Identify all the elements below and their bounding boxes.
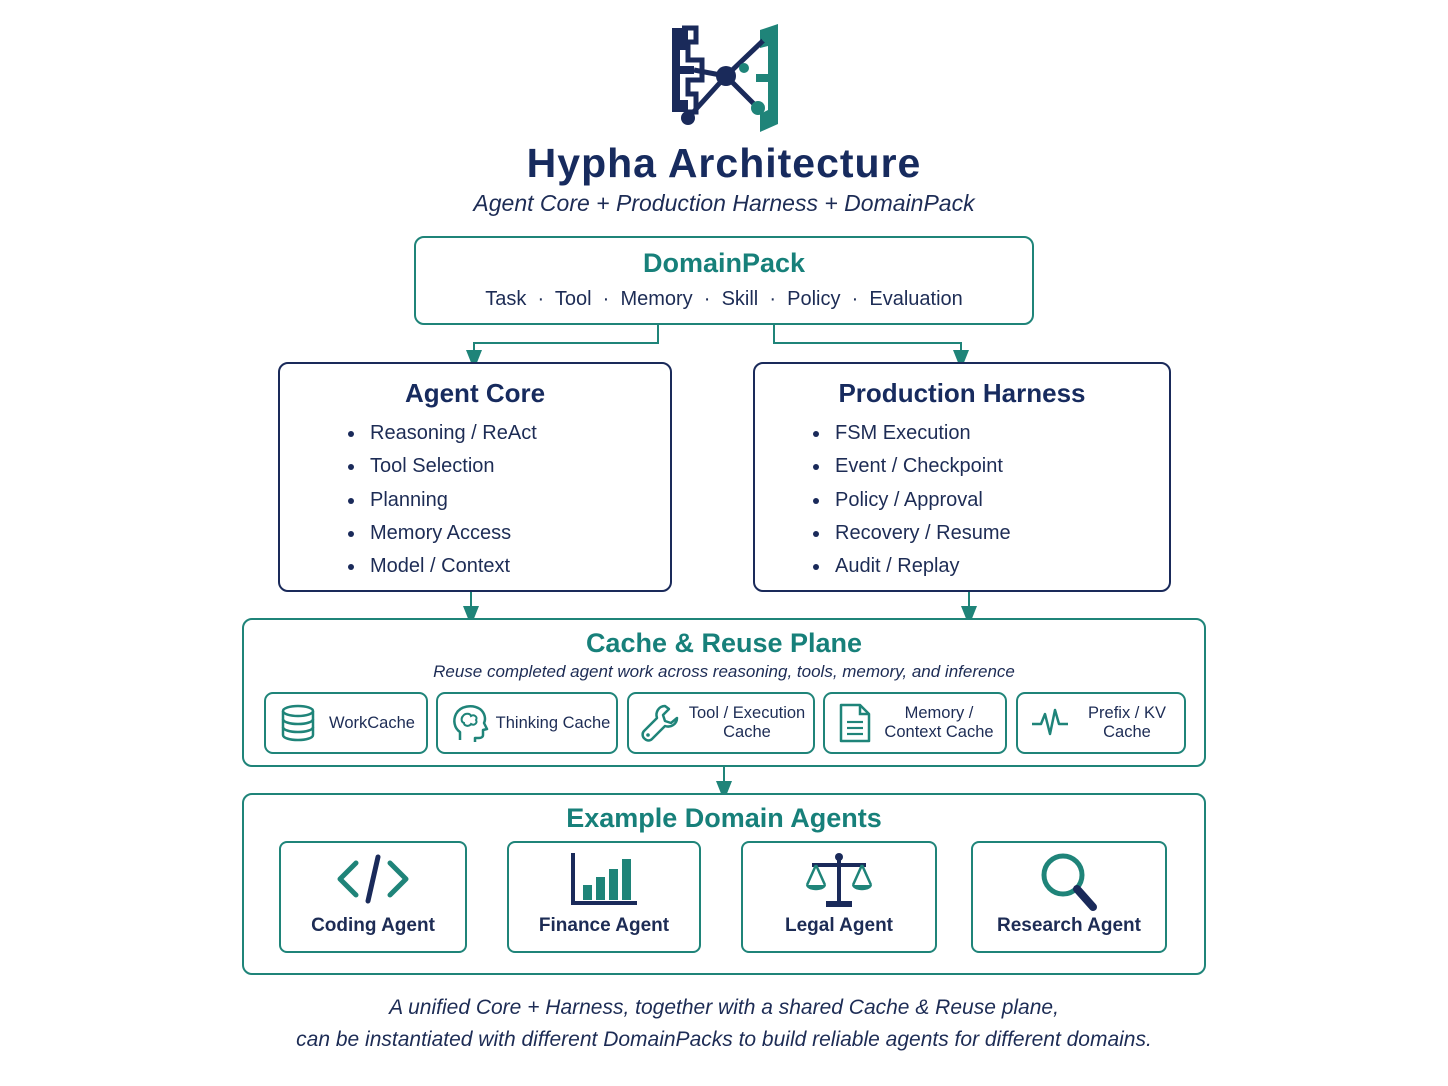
production-harness-box [753,362,1171,592]
footer-line-2: can be instantiated with different DomainPacks to build reliable agents for different domains. [296,1028,1152,1051]
list-item: Model / Context [348,550,537,583]
wrench-icon [639,702,681,744]
domainpack-items: Task · Tool · Memory · Skill · Policy · Evaluation [485,288,963,310]
agent-card-label: Coding Agent [311,915,435,936]
list-item: FSM Execution [813,417,1011,450]
agent-card-legal [741,841,937,953]
cache-chip-label: WorkCache [329,713,415,732]
list-item: Planning [348,484,537,517]
list-item: Audit / Replay [813,550,1011,583]
cache-chip-thinking [436,692,618,754]
agent-core-box [278,362,672,592]
brain-head-icon [450,702,490,744]
agent-card-research [971,841,1167,953]
list-item: Tool Selection [348,450,537,483]
bar-chart-icon [569,851,639,907]
cache-chip-workcache [264,692,428,754]
cache-plane-subtitle: Reuse completed agent work across reasoning, tools, memory, and inference [433,662,1015,681]
cache-chip-label: Thinking Cache [495,713,611,732]
page-title: Hypha Architecture [526,140,922,186]
cache-chip-prefix-kv [1016,692,1186,754]
cache-plane-box [242,618,1206,767]
agent-card-label: Legal Agent [784,915,894,936]
list-item: Event / Checkpoint [813,450,1011,483]
list-item: Recovery / Resume [813,517,1011,550]
list-item: Memory Access [348,517,537,550]
example-agents-box [242,793,1206,975]
scales-icon [804,851,874,909]
database-icon [278,703,318,743]
hypha-logo-icon [660,20,784,140]
list-item: Reasoning / ReAct [348,417,537,450]
cache-chip-label: Tool / Execution Cache [688,704,806,741]
document-icon [837,702,873,744]
agent-core-title: Agent Core [404,378,546,408]
cache-chip-label: Memory / Context Cache [884,704,994,741]
footer-line-1: A unified Core + Harness, together with a shared Cache & Reuse plane, [389,996,1059,1019]
example-agents-title: Example Domain Agents [566,803,882,833]
domainpack-box [414,236,1034,325]
agent-card-coding [279,841,467,953]
page-subtitle: Agent Core + Production Harness + DomainPack [473,190,975,216]
list-item: Policy / Approval [813,484,1011,517]
agent-card-label: Research Agent [997,915,1141,936]
pulse-icon [1030,706,1070,740]
agent-core-list [348,417,537,583]
cache-chip-label: Prefix / KV Cache [1088,704,1166,741]
production-harness-title: Production Harness [838,378,1086,408]
production-harness-list [813,417,1011,583]
magnifier-icon [1037,851,1101,913]
code-icon [336,851,410,907]
agent-card-label: Finance Agent [538,915,670,936]
agent-card-finance [507,841,701,953]
cache-chip-tool-execution [627,692,815,754]
cache-plane-title: Cache & Reuse Plane [585,628,863,658]
cache-chip-memory-context [823,692,1007,754]
domainpack-title: DomainPack [642,248,806,278]
